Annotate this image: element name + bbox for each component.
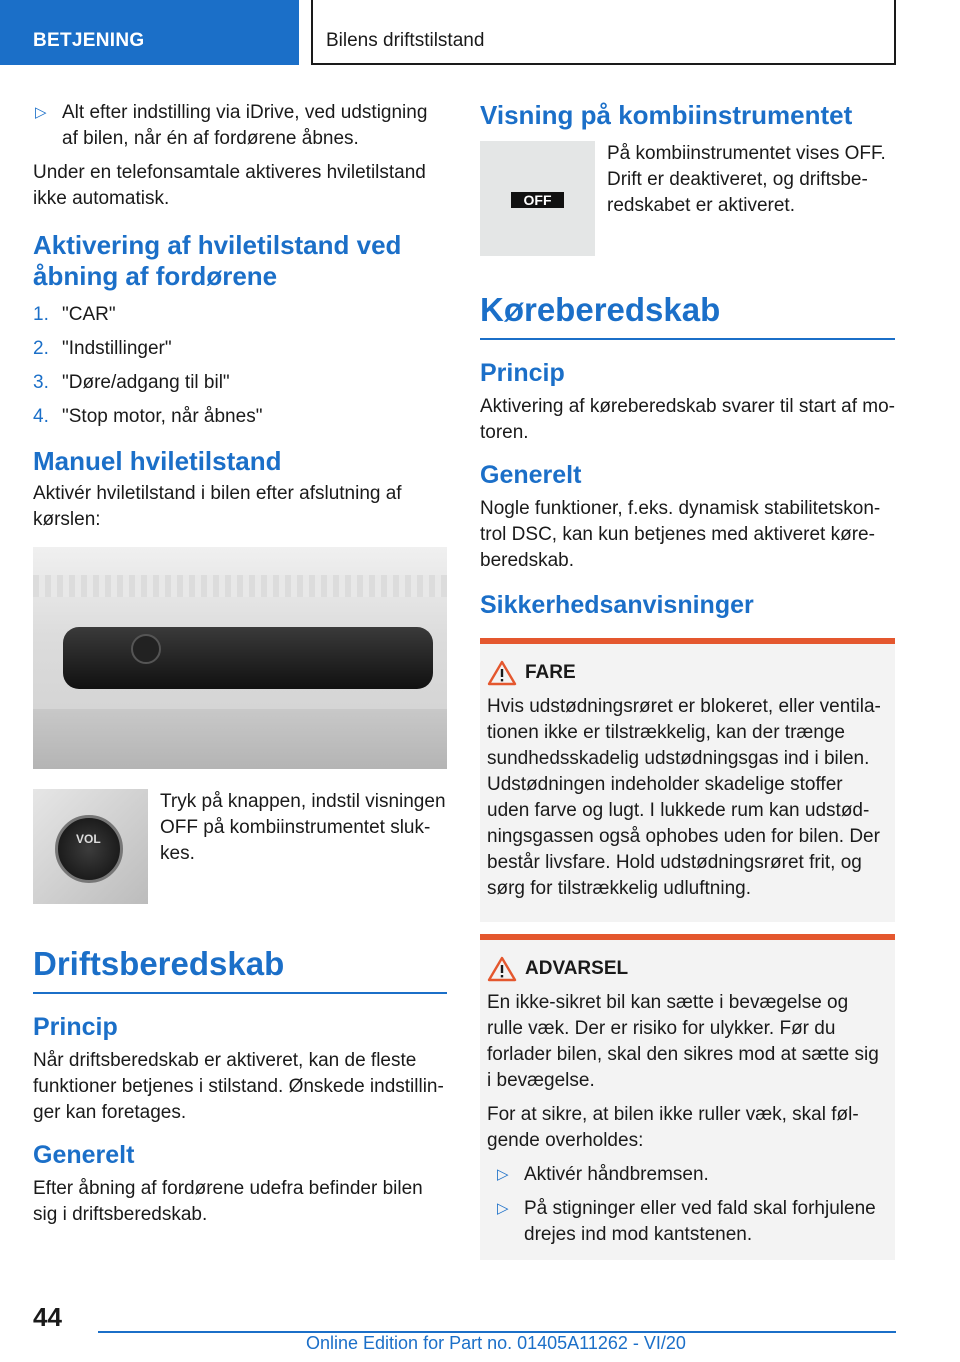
danger-title: FARE [525, 662, 576, 683]
right-column [480, 100, 895, 1260]
body-text: På kombiinstrumentet vises OFF. Drift er deaktiveret, og driftsberedskabet er aktiveret. [607, 143, 886, 216]
bullet-item: ▷ Aktivér håndbremsen. [487, 1162, 887, 1188]
body-text: Tryk på knappen, indstil visningen OFF på kombiinstrumentet slukkes. [160, 791, 446, 864]
heading-kore: Køreberedskab [480, 290, 895, 340]
off-label: OFF [511, 192, 564, 208]
page-number: 44 [33, 1302, 62, 1332]
bullet-item: ▷ På stigninger eller ved fald skal forhjulene drejes ind mod kantstenen. [487, 1196, 887, 1248]
list-item: 4. "Stop motor, når åbnes" [33, 406, 263, 427]
vol-knob [131, 634, 161, 664]
danger-box [480, 638, 895, 922]
off-display-image [480, 141, 595, 256]
bullet-text: Alt efter indstilling via iDrive, ved udstigning af bilen, når én af fordørene åbnes. [62, 102, 428, 149]
warning-text: En ikke-sikret bil kan sætte i bevægelse og rulle væk. Der er risiko for ulykker. Før du forlader bilen, skal den sikres mod at sætte sig i bevægelse. [487, 992, 879, 1091]
bullet-item [33, 100, 447, 152]
body-text: Nogle funktioner, f.eks. dynamisk stabilitetskontrol DSC, kan kun betjenes med aktiveret køreberedskab. [480, 498, 881, 571]
section-title: BETJENING [33, 30, 145, 51]
body-text: Når driftsberedskab er aktiveret, kan de fleste funktioner betjenes i stilstand. Ønskede indstillinger kan foretages. [33, 1050, 444, 1123]
chapter-header [311, 0, 896, 65]
vol-knob-photo [33, 789, 148, 904]
warning-title: ADVARSEL [525, 958, 629, 979]
triangle-bullet-icon: ▷ [497, 1166, 509, 1183]
knob-label: VOL [76, 832, 101, 846]
heading-sikker: Sikkerhedsanvisninger [480, 591, 754, 619]
edition-text: Online Edition for Part no. 01405A11262 - VI/20 [306, 1333, 686, 1353]
step-list [33, 302, 447, 430]
list-item: 2. "Indstillinger" [33, 338, 172, 359]
list-item: 1. "CAR" [33, 304, 116, 325]
warning-box [480, 934, 895, 1260]
warning-triangle-icon [487, 660, 517, 686]
warning-text: For at sikre, at bilen ikke ruller væk, skal følgende overholdes: [487, 1104, 859, 1151]
triangle-bullet-icon: ▷ [35, 104, 47, 121]
body-text: Efter åbning af fordørene udefra befinder bilen sig i driftsberedskab. [33, 1178, 423, 1225]
section-tab [0, 0, 299, 65]
heading-generelt: Generelt [480, 461, 582, 489]
left-column [33, 100, 447, 1236]
chapter-title: Bilens driftstilstand [326, 30, 485, 51]
dashboard-photo [33, 547, 447, 769]
heading-princip: Princip [33, 1013, 118, 1041]
radio-panel [63, 627, 433, 689]
heading-visning: Visning på kombiinstrumentet [480, 100, 853, 130]
warning-triangle-icon [487, 956, 517, 982]
body-text: Under en telefonsamtale aktiveres hviletilstand ikke automatisk. [33, 162, 426, 209]
heading-manual: Manuel hviletilstand [33, 446, 282, 476]
triangle-bullet-icon: ▷ [497, 1200, 509, 1217]
heading-activation: Aktivering af hviletilstand ved åbning af fordørene [33, 230, 402, 291]
heading-generelt: Generelt [33, 1141, 135, 1169]
list-item: 3. "Døre/adgang til bil" [33, 372, 230, 393]
body-text: Aktivér hviletilstand i bilen efter afslutning af kørslen: [33, 483, 402, 530]
body-text: Aktivering af køreberedskab svarer til start af motoren. [480, 396, 895, 443]
heading-drift: Driftsberedskab [33, 944, 447, 994]
heading-princip: Princip [480, 359, 565, 387]
danger-text: Hvis udstødningsrøret er blokeret, eller ventilationen ikke er tilstrækkelig, kan der trænge sundhedsskadelig udstødningsgas ind i bilen. Udstødningen indeholder skadelige stoffer uden farve og lugt. I lukkede rum kan udstødningsgassen også ophobes uden for bilen. Der består livsfare. Hold udstødningsrøret frit, og sørg for tilstrækkelig udluftning. [487, 696, 881, 899]
